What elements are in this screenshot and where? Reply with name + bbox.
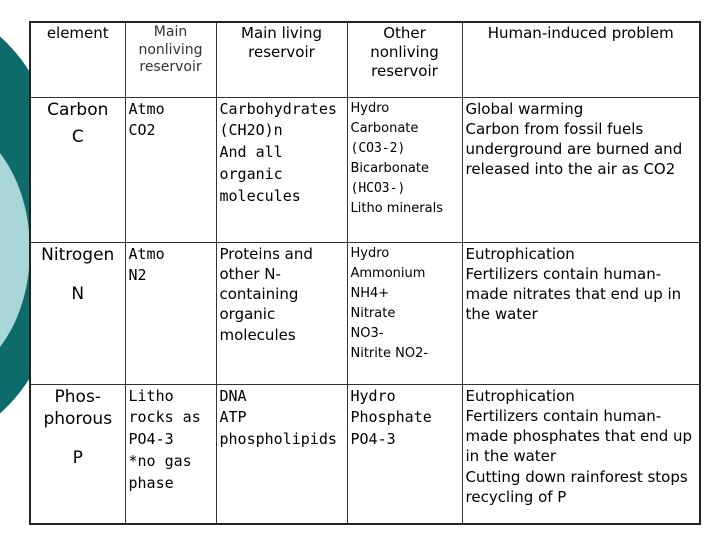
text-line: Bicarbonate xyxy=(350,160,429,176)
text-line: DNA xyxy=(219,386,247,405)
text-line: Litho xyxy=(128,386,174,405)
text-line: Eutrophication xyxy=(465,244,575,263)
element-symbol: P xyxy=(72,447,83,468)
cell-other-nonliving xyxy=(347,97,462,242)
text-line: NH4+ xyxy=(350,285,390,301)
text-line: Hydro xyxy=(350,245,390,261)
cell-main-nonliving xyxy=(125,384,216,524)
text-line: Atmo xyxy=(128,99,165,118)
table-row-nitrogen xyxy=(30,242,700,384)
text-line: Eutrophication xyxy=(465,386,575,405)
cell-other-nonliving xyxy=(347,242,462,384)
element-name xyxy=(34,386,122,430)
cell-main-living xyxy=(216,97,347,242)
header-other-nonliving: Other nonliving reservoir xyxy=(347,22,462,97)
table-row-phosphorous xyxy=(30,384,700,524)
text-line: NO3- xyxy=(350,326,384,342)
text-line: PO4-3 xyxy=(128,430,174,448)
text-line: phospholipids xyxy=(219,430,337,448)
text-line: (HCO3-) xyxy=(350,181,406,197)
element-name xyxy=(34,99,122,121)
text-line: PO4-3 xyxy=(350,430,396,448)
cell-main-living xyxy=(216,384,347,524)
cell-element xyxy=(30,384,125,524)
text-line: *no gas xyxy=(128,451,192,470)
text-line: CO2 xyxy=(128,121,156,140)
text-line: Proteins and other N-containing organic molecules xyxy=(219,244,318,344)
text-line: Litho minerals xyxy=(350,201,443,217)
text-line: phase xyxy=(128,473,174,492)
text-line: Global warming xyxy=(465,99,584,118)
header-main-living: Main living reservoir xyxy=(216,22,347,97)
text-line: Nitrite NO2- xyxy=(350,346,429,362)
cell-element xyxy=(30,242,125,384)
cell-human-problem xyxy=(462,97,700,242)
header-element: element xyxy=(30,22,125,97)
text-line: Hydro xyxy=(350,386,396,405)
cell-main-nonliving xyxy=(125,97,216,242)
text-line: Carbonate xyxy=(350,120,419,136)
text-line: Fertilizers contain human-made phosphates that end up in the water xyxy=(465,406,697,466)
text-line: Nitrate xyxy=(350,305,396,321)
text-line: Phosphate xyxy=(350,408,432,427)
cell-other-nonliving xyxy=(347,384,462,524)
text-line: (CO3-2) xyxy=(350,140,406,156)
header-main-nonliving: Main nonliving reservoir xyxy=(125,22,216,97)
table-row-carbon xyxy=(30,97,700,242)
cell-human-problem xyxy=(462,384,700,524)
cell-main-living xyxy=(216,242,347,384)
cell-human-problem xyxy=(462,242,700,384)
cell-main-nonliving xyxy=(125,242,216,384)
header-row xyxy=(30,22,700,97)
header-human-problem: Human-induced problem xyxy=(462,22,700,97)
text-line: And all organic xyxy=(219,143,292,183)
text-line: Hydro xyxy=(350,100,390,116)
text-line: Atmo xyxy=(128,244,165,263)
element-symbol: C xyxy=(71,126,84,147)
element-name-line: Nitrogen xyxy=(41,244,115,265)
text-line: Ammonium xyxy=(350,265,426,281)
element-name xyxy=(34,244,122,266)
text-line: N2 xyxy=(128,266,147,285)
cell-element xyxy=(30,97,125,242)
text-line: molecules xyxy=(219,186,301,205)
text-line: Fertilizers contain human-made nitrates that end up in the water xyxy=(465,264,686,324)
element-name-line: phorous xyxy=(43,408,113,429)
text-line: Carbon from fossil fuels underground are burned and released into the air as CO2 xyxy=(465,119,687,179)
text-line: rocks as xyxy=(128,408,201,427)
element-symbol: N xyxy=(71,283,85,304)
text-line: Cutting down rainforest stops recycling of P xyxy=(465,467,693,506)
text-line: (CH2O)n xyxy=(219,121,283,140)
text-line: ATP xyxy=(219,408,247,427)
element-name-line: Phos- xyxy=(54,386,101,407)
nutrient-cycle-table xyxy=(29,21,701,525)
element-name-line: Carbon xyxy=(47,99,109,120)
text-line: Carbohydrates xyxy=(219,99,337,118)
